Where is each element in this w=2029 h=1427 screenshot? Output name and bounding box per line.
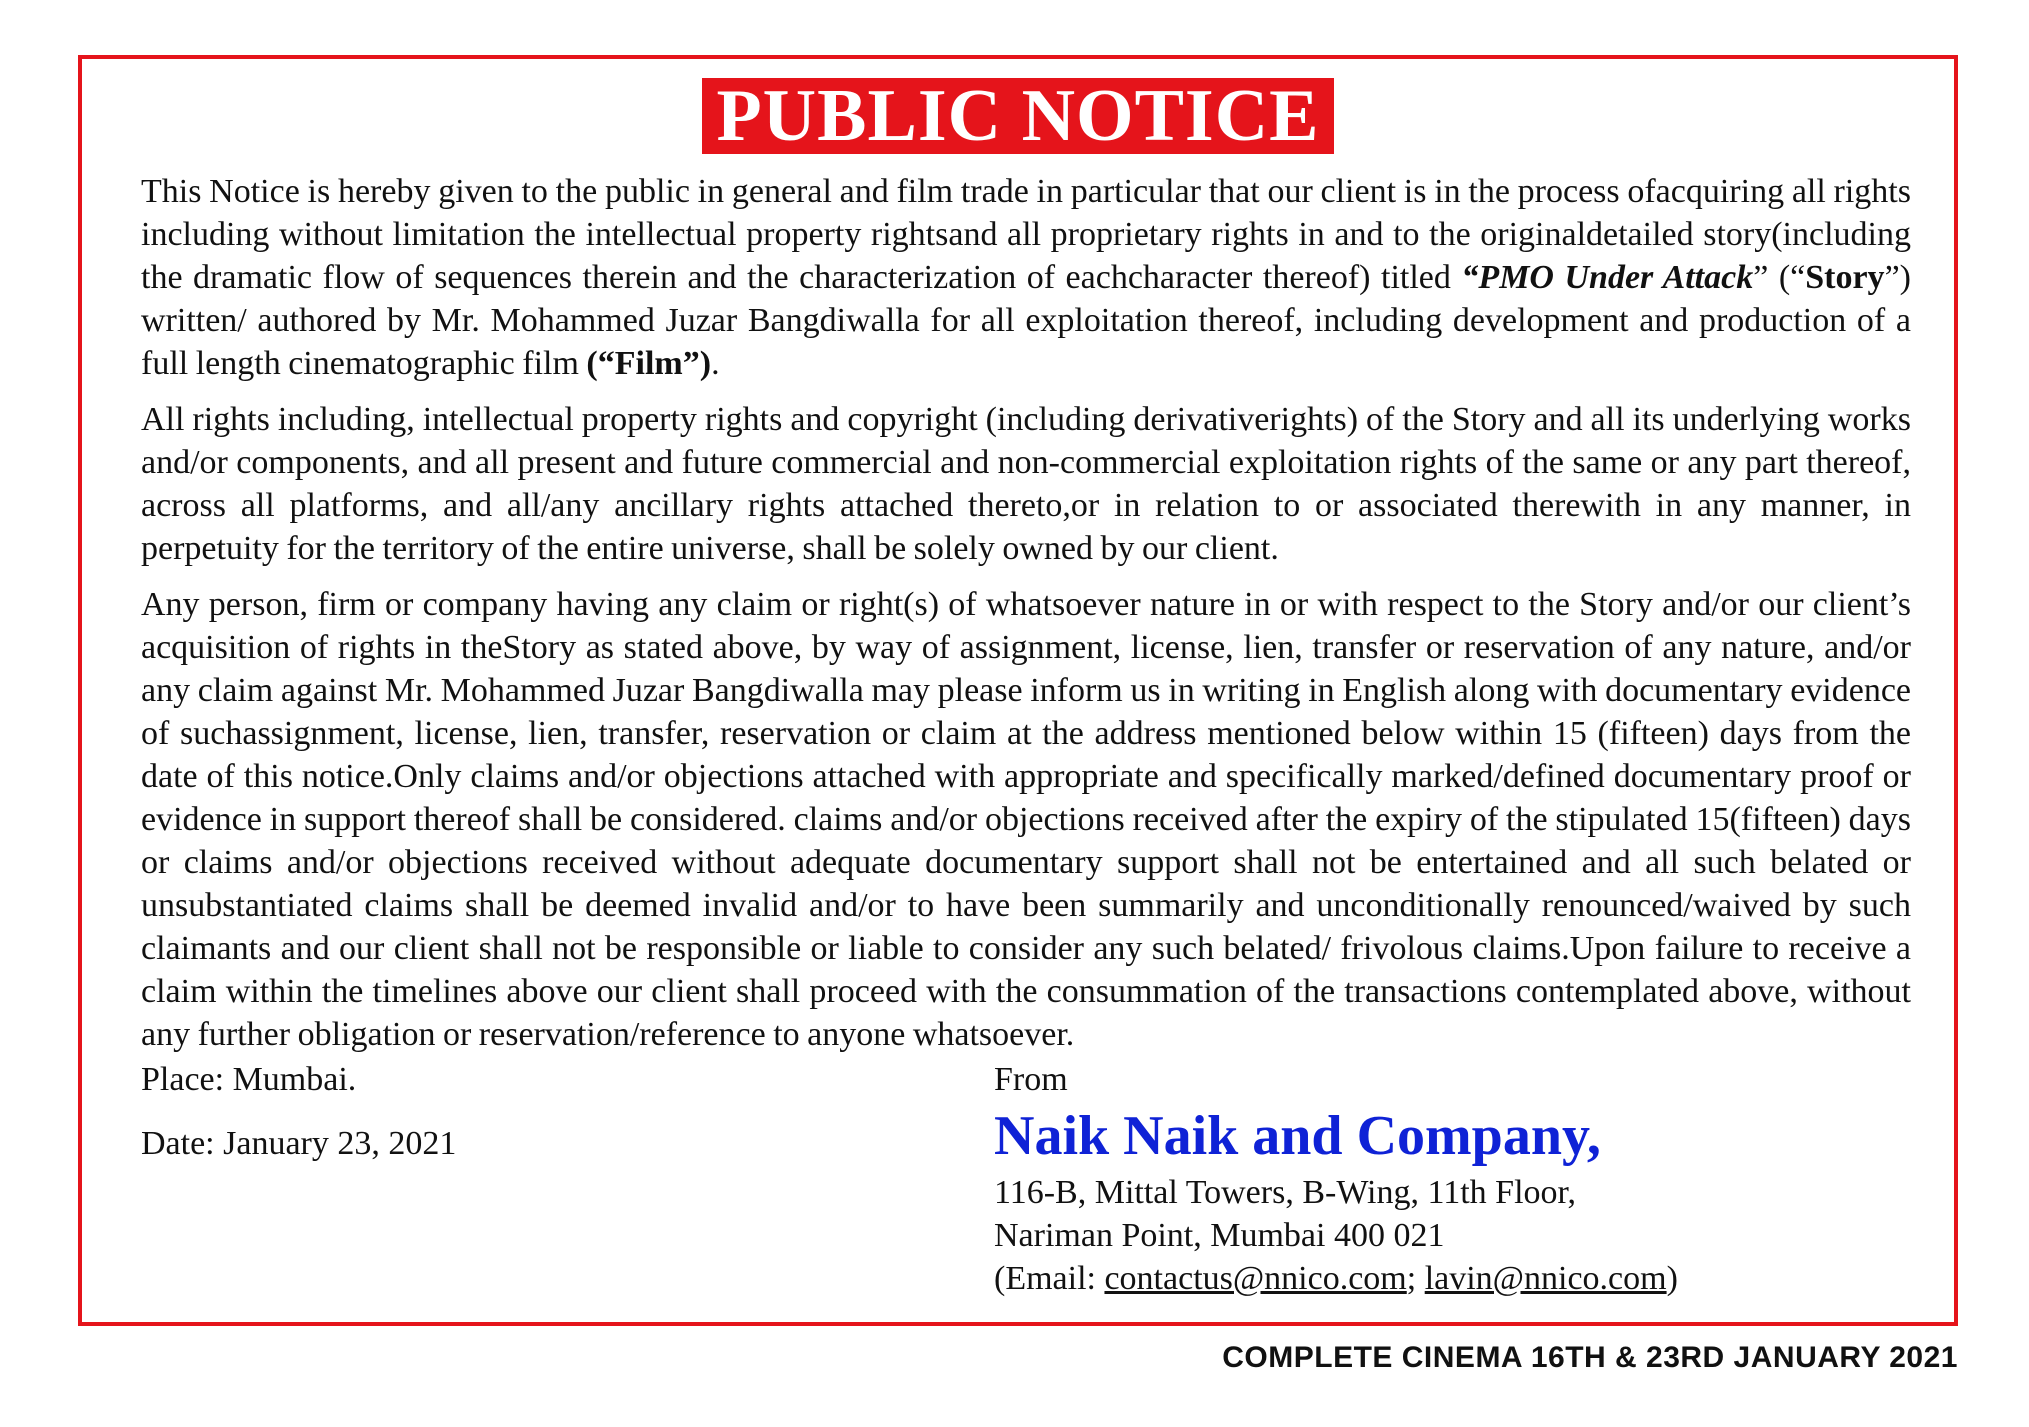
publication-line: COMPLETE CINEMA 16TH & 23RD JANUARY 2021 [1222,1341,1958,1374]
paragraph-3: Any person, firm or company having any claim or right(s) of whatsoever nature in or with respect to the Story and/or our client’s acquisition of rights in theStory as stated above, by way of assignment, license, lien, transfer or reservation of any nature, and/or any claim against Mr. Mohammed Juzar Bangdiwalla may please inform us in writing in English along with documentary evidence of suchassignment, license, lien, transfer, reservation or claim at the address mentioned below within 15 (fifteen) days from the date of this notice.Only claims and/or objections attached with appropriate and specifically marked/defined documentary proof or evidence in support thereof shall be considered. claims and/or objections received after the expiry of the stipulated 15(fifteen) days or claims and/or objections received without adequate documentary support shall not be entertained and all such belated or unsubstantiated claims shall be deemed invalid and/or to have been summarily and unconditionally renounced/waived by such claimants and our client shall not be responsible or liable to consider any such belated/ frivolous claims.Upon failure to receive a claim within the timelines above our client shall proceed with the consummation of the transactions contemplated above, without any further obligation or reservation/reference to anyone whatsoever. [141,586,1911,1053]
firm-name: Naik Naik and Company, [994,1105,1601,1167]
email-link-contactus[interactable]: contactus@nnico.com [1104,1260,1407,1297]
paragraph-1-part3: ”) written/ authored by Mr. Mohammed Juzar Bangdiwalla for all exploitation thereof, including development and production of a full length cinematographic film [141,259,1911,382]
paragraph-1-part4: . [711,345,720,382]
address-line-2: Nariman Point, Mumbai 400 021 [994,1217,1445,1254]
email-separator: ; [1406,1260,1425,1297]
paragraph-1-part2: ” (“ [1753,259,1806,296]
paragraph-1-part1: This Notice is hereby given to the public in general and film trade in particular that our client is in the process ofacquiring all rights including without limitation the intellectual property rightsand all proprietary rights in and to the originaldetailed story(including the dramatic flow of sequences therein and the characterization of eachcharacter thereof) titled [141,173,1911,296]
place-date-block [141,1058,456,1165]
date-line: Date: January 23, 2021 [141,1125,457,1162]
address-line-1: 116-B, Mittal Towers, B-Wing, 11th Floor, [994,1174,1577,1211]
email-prefix: (Email: [994,1260,1105,1297]
title-wrap [82,75,1954,157]
notice-body [141,170,1911,1069]
story-term: Story [1805,259,1885,296]
notice-title: PUBLIC NOTICE [702,78,1333,154]
story-title: “PMO Under Attack [1461,259,1754,296]
email-line [994,1257,1678,1300]
email-suffix: ) [1666,1260,1678,1297]
paragraph-1 [141,170,1911,385]
notice-frame [78,55,1958,1326]
film-term: (“Film”) [586,345,712,382]
paragraph-2: All rights including, intellectual property rights and copyright (including derivativerights) of the Story and all its underlying works and/or components, and all present and future commercial and non-commercial exploitation rights of the same or any part thereof, across all platforms, and all/any ancillary rights attached thereto,or in relation to or associated therewith in any manner, in perpetuity for the territory of the entire universe, shall be solely owned by our client. [141,401,1911,567]
place-line: Place: Mumbai. [141,1061,357,1098]
sender-block [994,1058,1678,1300]
email-link-lavin[interactable]: lavin@nnico.com [1424,1260,1667,1297]
from-label: From [994,1061,1068,1098]
